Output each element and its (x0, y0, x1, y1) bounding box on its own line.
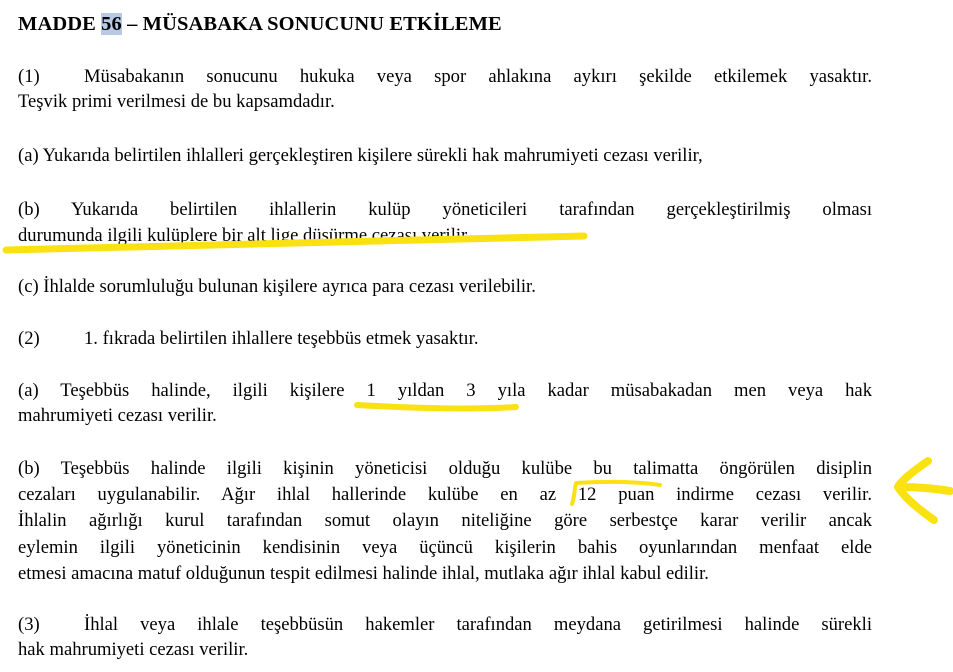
article-title-prefix: MADDE (18, 13, 102, 35)
article-title (18, 13, 502, 36)
article-title-suffix: – MÜSABAKA SONUCUNU ETKİLEME (121, 13, 502, 35)
paragraph-3-number: (3) (18, 614, 40, 635)
arrow-icon (898, 461, 950, 520)
paragraph-2-text: 1. fıkrada belirtilen ihlallere teşebbüs etmek yasaktır. (84, 328, 479, 349)
paragraph-2 (18, 328, 872, 350)
paragraph-1b-line-1: (b) Yukarıda belirtilen ihlallerin kulüp yöneticileri tarafından gerçekleştirilmiş olması (18, 199, 872, 220)
paragraph-1-line-1 (18, 66, 872, 88)
paragraph-1-number: (1) (18, 66, 40, 87)
paragraph-1a: (a) Yukarıda belirtilen ihlalleri gerçekleştiren kişilere sürekli hak mahrumiyeti cezası verilir, (18, 145, 703, 166)
article-number: 56 (101, 13, 122, 35)
paragraph-1b-line-2: durumunda ilgili kulüplere bir alt lige düşürme cezası verilir. (18, 225, 471, 246)
paragraph-3-text: İhlal veya ihlale teşebbüsün hakemler tarafından meydana getirilmesi halinde sürekli (84, 614, 872, 635)
paragraph-2a-line-1: (a) Teşebbüs halinde, ilgili kişilere 1 yıldan 3 yıla kadar müsabakadan men veya hak (18, 380, 872, 401)
paragraph-2b-line-4: eylemin ilgili yöneticinin kendisinin veya üçüncü kişilerin bahis oyunlarından menfaat elde (18, 537, 872, 558)
paragraph-1-text: Müsabakanın sonucunu hukuka veya spor ahlakına aykırı şekilde etkilemek yasaktır. (84, 66, 872, 87)
paragraph-1-line-2: Teşvik primi verilmesi de bu kapsamdadır. (18, 91, 335, 112)
paragraph-2b-line-2: cezaları uygulanabilir. Ağır ihlal hallerinde kulübe en az 12 puan indirme cezası verilir. (18, 484, 872, 505)
paragraph-2a-line-2: mahrumiyeti cezası verilir. (18, 405, 217, 426)
paragraph-3-line-2: hak mahrumiyeti cezası verilir. (18, 639, 249, 660)
paragraph-2-number: (2) (18, 328, 40, 349)
paragraph-2b-line-3: İhlalin ağırlığı kurul tarafından somut olayın niteliğine göre serbestçe karar verilir ancak (18, 510, 872, 531)
paragraph-2b-line-1: (b) Teşebbüs halinde ilgili kişinin yöneticisi olduğu kulübe bu talimatta öngörülen disiplin (18, 458, 872, 479)
paragraph-3-line-1 (18, 614, 872, 636)
paragraph-2b-line-5: etmesi amacına matuf olduğunun tespit edilmesi halinde ihlal, mutlaka ağır ihlal kabul edilir. (18, 563, 709, 584)
paragraph-1c: (c) İhlalde sorumluluğu bulunan kişilere ayrıca para cezası verilebilir. (18, 276, 536, 297)
